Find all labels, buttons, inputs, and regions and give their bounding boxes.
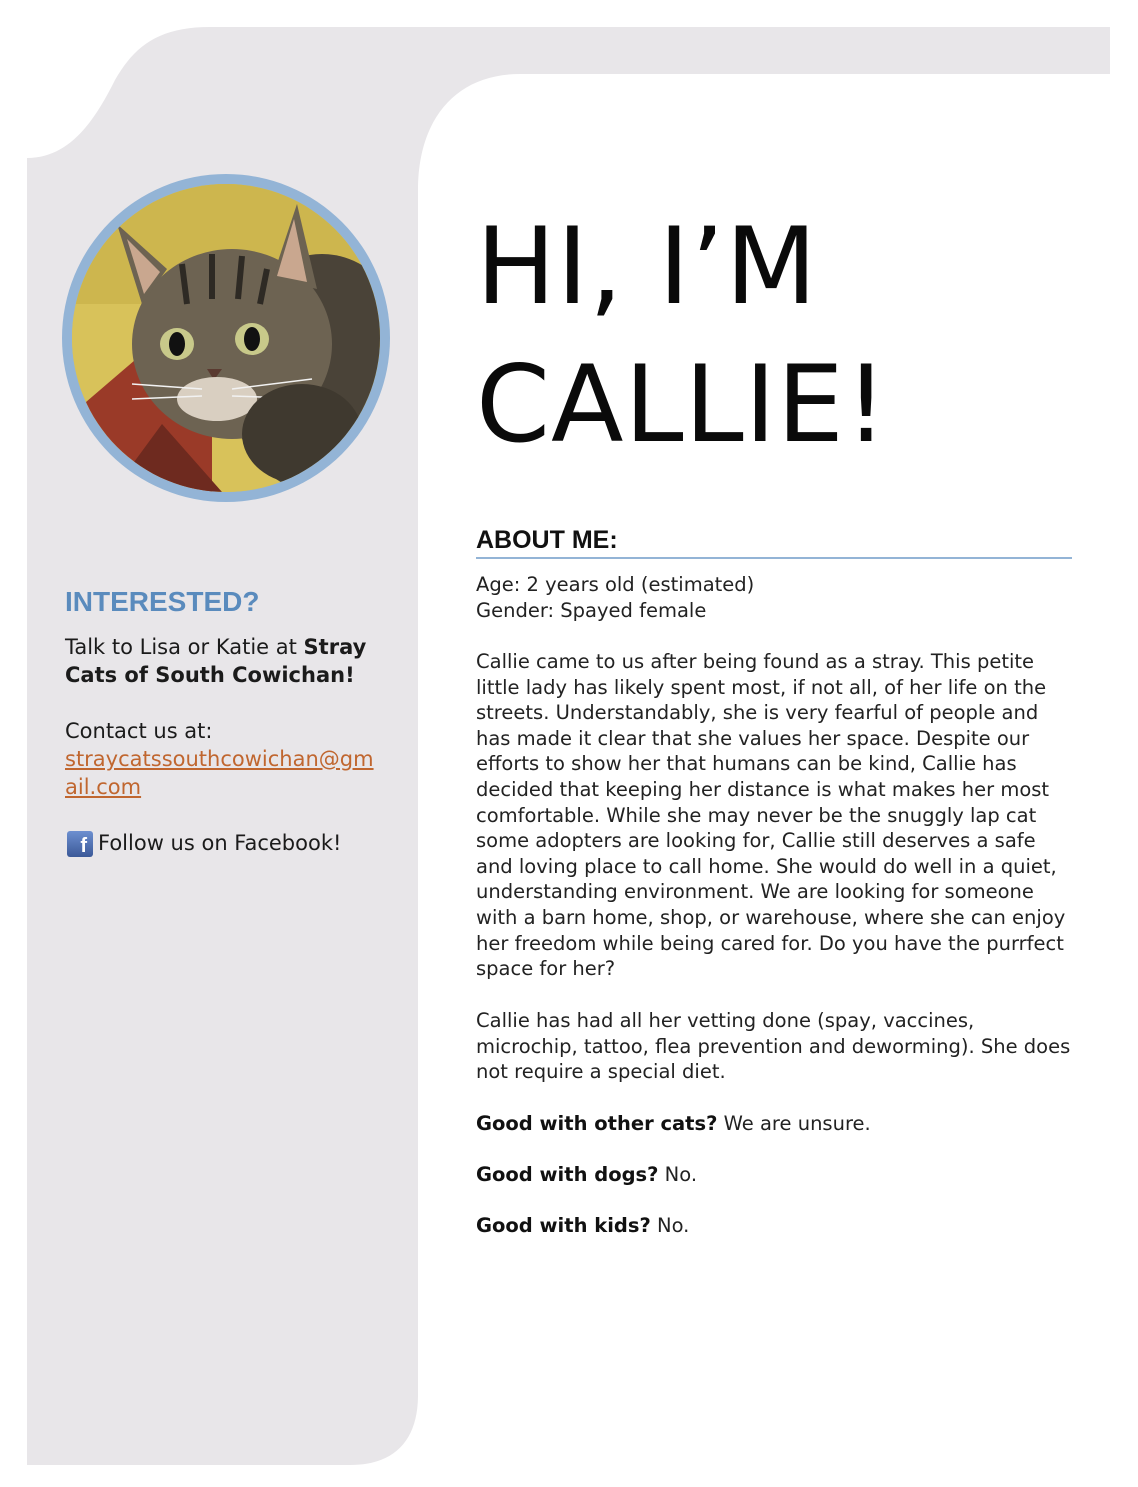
- about-divider: [476, 557, 1072, 559]
- org-name: Stray Cats of South Cowichan!: [65, 635, 367, 687]
- contact-label: Contact us at:: [65, 719, 213, 743]
- question-label: Good with other cats?: [476, 1112, 718, 1135]
- question-kids: [476, 1213, 1076, 1239]
- question-label: Good with kids?: [476, 1214, 651, 1237]
- cat-photo: [72, 184, 380, 492]
- cat-photo-frame: [62, 174, 390, 502]
- facebook-label[interactable]: Follow us on Facebook!: [98, 831, 342, 855]
- question-answer: No.: [658, 1163, 698, 1186]
- title-line-1: HI, I’M: [476, 205, 818, 328]
- talk-to-prefix: Talk to Lisa or Katie at: [65, 635, 304, 659]
- age-line: Age: 2 years old (estimated): [476, 573, 755, 596]
- question-label: Good with dogs?: [476, 1163, 659, 1186]
- question-answer: We are unsure.: [717, 1112, 871, 1135]
- question-cats: [476, 1111, 1076, 1137]
- question-dogs: [476, 1162, 1076, 1188]
- about-heading: ABOUT ME:: [476, 526, 618, 554]
- facebook-icon[interactable]: f: [67, 831, 93, 857]
- vetting-paragraph: Callie has had all her vetting done (spay, vaccines, microchip, tattoo, flea prevention and deworming). She does not require a special diet.: [476, 1009, 1071, 1084]
- interested-heading: INTERESTED?: [65, 586, 260, 617]
- title-line-2: CALLIE!: [476, 343, 889, 466]
- gender-line: Gender: Spayed female: [476, 599, 707, 622]
- talk-to-text: [65, 633, 385, 689]
- page-title: [476, 198, 1076, 474]
- facebook-link[interactable]: [67, 829, 341, 857]
- story-paragraph: Callie came to us after being found as a stray. This petite little lady has likely spent most, if not all, of her life on the streets. Understandably, she is very fearful of people and has made it clear that she values her space. Despite our efforts to show her that humans can be kind, Callie has decided that keeping her distance is what makes her most comfortable. While she may never be the snuggly lap cat some adopters are looking for, Callie still deserves a safe and loving place to call home. She would do well in a quiet, understanding environment. We are looking for someone with a barn home, shop, or warehouse, where she can enjoy her freedom while being cared for. Do you have the purrfect space for her?: [476, 650, 1066, 981]
- email-link[interactable]: straycatssouthcowichan@gmail.com: [65, 747, 374, 799]
- cat-illustration: [72, 184, 380, 492]
- question-answer: No.: [650, 1214, 690, 1237]
